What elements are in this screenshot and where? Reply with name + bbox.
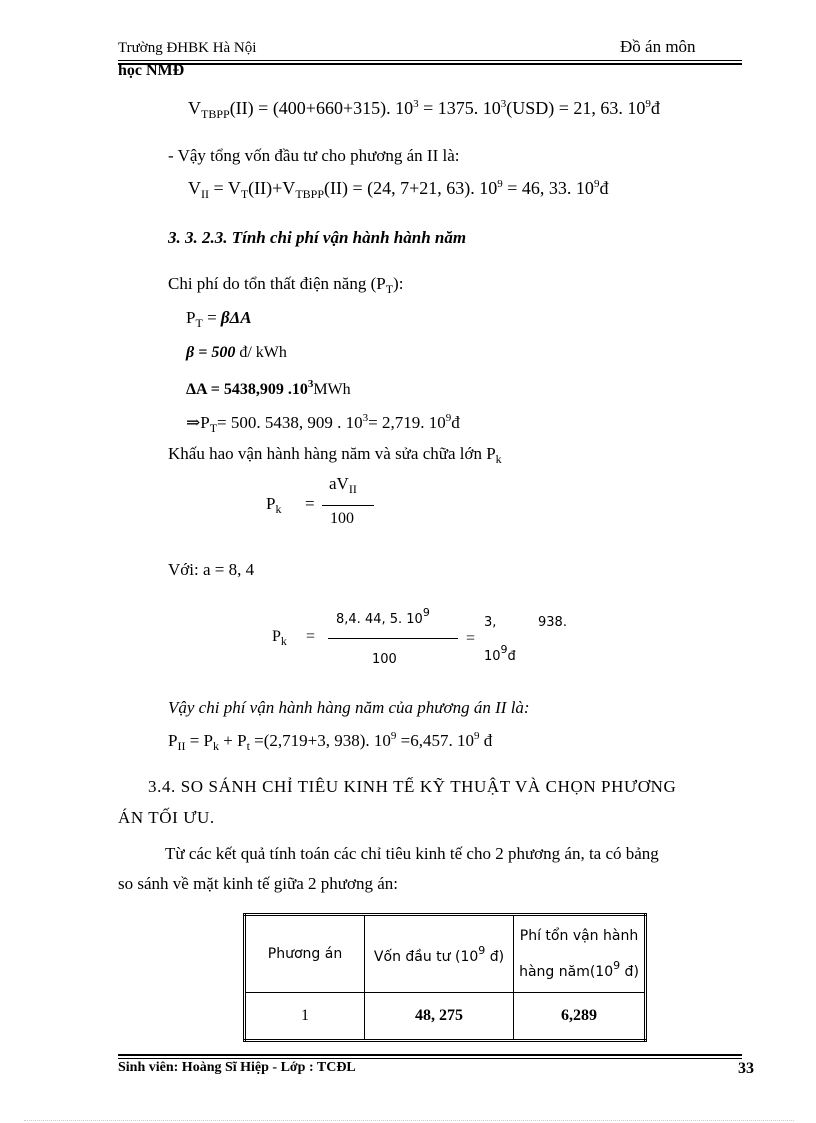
pk-numerator: $aV_{II}$ xyxy=(329,474,357,496)
pk-calc-lhs: $P_k$ xyxy=(272,628,287,648)
pk-calc-equals-2: = xyxy=(466,630,476,647)
header-title-continued: học NMĐ xyxy=(118,62,185,79)
pk-calc-result-part3: $10^9đ$ xyxy=(484,643,516,664)
pk-fraction-bar xyxy=(322,505,374,506)
header-rule-thick xyxy=(118,63,742,65)
table-cell-option: 1 xyxy=(245,993,365,1041)
total-capital-intro: - Vậy tổng vốn đầu tư cho phương án II là: xyxy=(168,146,460,165)
table-row xyxy=(245,993,646,1041)
section-3-4-heading-line1: 3.4. SO SÁNH CHỈ TIÊU KINH TẾ KỸ THUẬT VÀ CHỌN PHƯƠNG xyxy=(148,777,677,796)
pk-calc-result-part1: 3, xyxy=(484,615,497,630)
header-title: Đồ án môn xyxy=(620,37,696,56)
header-cell-option: Phương án xyxy=(245,915,365,993)
vii-equation: $V_{II} = V_T(II)+V_{TBPP}(II) = (24$, 7+21, 63). $10^9 = 46$, 33. $10^9đ$ xyxy=(188,178,609,201)
table-cell-operating-cost: 6,289 xyxy=(514,993,646,1041)
pk-calc-fraction-bar xyxy=(328,638,458,639)
footer-rule-thick xyxy=(118,1054,742,1056)
page-bottom-dotted-edge xyxy=(24,1120,794,1121)
pt-formula: $P_T = \beta\Delta A$ xyxy=(186,308,252,330)
page-number: 33 xyxy=(738,1060,754,1077)
pk-calc-equals: = xyxy=(306,628,316,645)
delta-a-value: ΔA = 5438,909 $.10^3MWh$ xyxy=(186,378,351,398)
annual-cost-summary: Vậy chi phí vận hành hàng năm của phương án II là: xyxy=(168,698,530,717)
loss-cost-label: Chi phí do tổn thất điện năng $(P_T)$: xyxy=(168,274,404,296)
section-heading-3-3-2-3: 3. 3. 2.3. Tính chi phí vận hành hành năm xyxy=(168,228,467,247)
header-cell-operating-cost: Phí tổn vận hành hàng $năm(10^9$ đ) xyxy=(514,915,646,993)
pk-equals: = xyxy=(305,494,315,513)
section-3-4-heading-line2: ÁN TỐI ƯU. xyxy=(118,808,215,827)
pk-lhs: $P_k$ xyxy=(266,494,282,516)
beta-value: β = 500 đ/ kWh xyxy=(186,344,287,361)
header-school: Trường ĐHBK Hà Nội xyxy=(118,40,257,56)
pii-equation: $P_{II} = P_k + P_t =(2,719+3$, 938). $10^9 =6,457$. $10^9$ đ xyxy=(168,730,493,753)
comparison-table xyxy=(243,913,647,1042)
table-cell-capital: 48, 275 xyxy=(365,993,514,1041)
footer-student: Sinh viên: Hoàng Sĩ Hiệp - Lớp : TCĐL xyxy=(118,1060,356,1075)
comparison-paragraph-line2: so sánh về mặt kinh tế giữa 2 phương án: xyxy=(118,874,399,893)
pk-calc-numerator: 8,4. 44, 5. $10^9$ xyxy=(336,606,430,627)
vtbpp-equation: $V_{TBPP}(II) = (400+660+315)$. $10^3 = 1375$. $10^3(USD) = 21$, 63. $10^9đ$ xyxy=(188,98,660,121)
header-rule xyxy=(118,60,742,61)
header-cell-capital: Vốn đầu tư ($10^9$ đ) xyxy=(365,915,514,993)
pt-result: $\Rightarrow P_T= 500$. 5438, 909 . $10^3= 2,719$. $10^9đ$ xyxy=(186,412,460,435)
with-a-value: Với: a = 8, 4 xyxy=(168,560,255,579)
footer-rule xyxy=(118,1058,742,1059)
pk-calc-result-part2: 938. xyxy=(538,615,567,630)
pk-calc-denominator: 100 xyxy=(372,652,397,667)
table-header-row xyxy=(245,915,646,993)
pk-denominator: 100 xyxy=(330,510,354,527)
depreciation-label: Khấu hao vận hành hàng năm và sửa chữa lớn $P_k$ xyxy=(168,444,502,466)
comparison-paragraph-line1: Từ các kết quả tính toán các chỉ tiêu kinh tế cho 2 phương án, ta có bảng xyxy=(165,844,659,863)
